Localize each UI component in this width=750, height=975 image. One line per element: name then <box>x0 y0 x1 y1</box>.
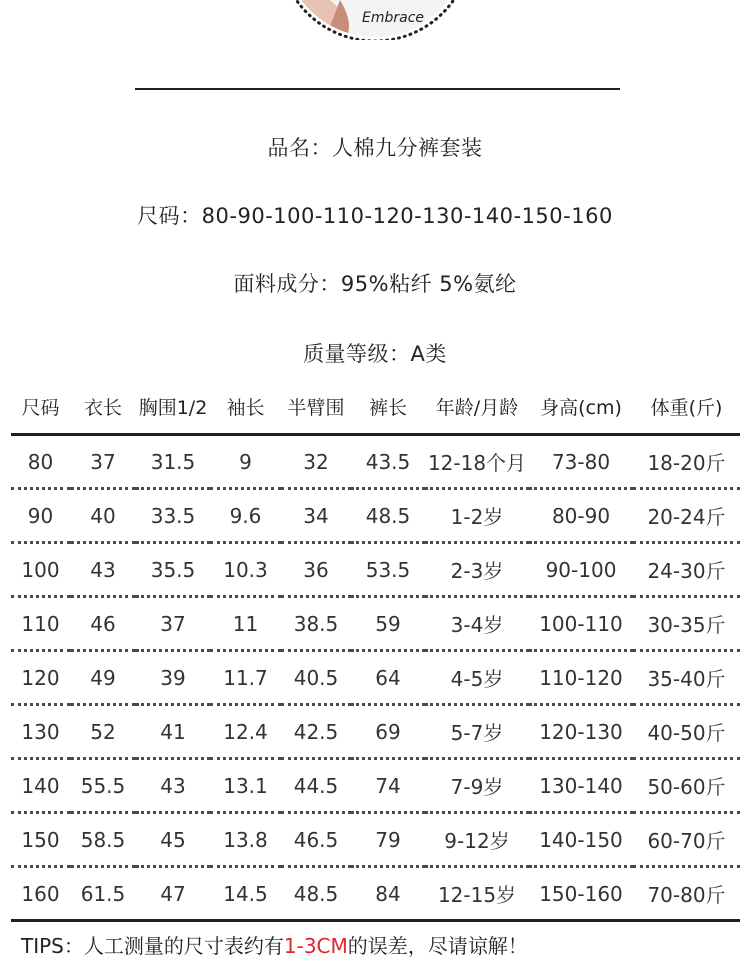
product-name: 品名：人棉九分裤套装 <box>267 136 483 160</box>
table-cell: 3-4岁 <box>425 597 529 651</box>
table-cell: 18-20斤 <box>633 435 740 489</box>
tips-note <box>21 930 528 959</box>
table-cell: 69 <box>351 705 425 759</box>
table-row <box>11 489 740 543</box>
table-cell: 74 <box>351 759 425 813</box>
table-cell: 55.5 <box>70 759 136 813</box>
table-cell: 90 <box>11 489 70 543</box>
table-cell: 34 <box>281 489 351 543</box>
table-cell: 61.5 <box>70 867 136 921</box>
table-cell: 50-60斤 <box>633 759 740 813</box>
table-cell: 160 <box>11 867 70 921</box>
table-cell: 7-9岁 <box>425 759 529 813</box>
table-row <box>11 651 740 705</box>
table-cell: 60-70斤 <box>633 813 740 867</box>
col-header-height: 身高(cm) <box>529 380 633 435</box>
table-cell: 90-100 <box>529 543 633 597</box>
table-cell: 5-7岁 <box>425 705 529 759</box>
table-cell: 110 <box>11 597 70 651</box>
table-cell: 36 <box>281 543 351 597</box>
table-row <box>11 813 740 867</box>
table-cell: 20-24斤 <box>633 489 740 543</box>
table-cell: 13.8 <box>210 813 281 867</box>
table-cell: 12.4 <box>210 705 281 759</box>
table-cell: 43 <box>136 759 210 813</box>
col-header-length: 衣长 <box>70 380 136 435</box>
tips-prefix: TIPS：人工测量的尺寸表约有 <box>21 934 284 958</box>
table-cell: 80 <box>11 435 70 489</box>
table-cell: 11.7 <box>210 651 281 705</box>
col-header-chest: 胸围1/2 <box>136 380 210 435</box>
table-row <box>11 597 740 651</box>
badge-text: Embrace <box>362 10 425 26</box>
table-cell: 9.6 <box>210 489 281 543</box>
table-cell: 80-90 <box>529 489 633 543</box>
table-header-row <box>11 380 740 435</box>
table-row <box>11 705 740 759</box>
col-header-age: 年龄/月龄 <box>425 380 529 435</box>
size-table <box>11 380 740 922</box>
product-fabric: 面料成分：95%粘纤 5%氨纶 <box>233 272 517 296</box>
table-cell: 49 <box>70 651 136 705</box>
table-row <box>11 759 740 813</box>
table-cell: 11 <box>210 597 281 651</box>
table-cell: 12-15岁 <box>425 867 529 921</box>
table-cell: 73-80 <box>529 435 633 489</box>
col-header-arm: 半臂围 <box>281 380 351 435</box>
table-cell: 4-5岁 <box>425 651 529 705</box>
product-sizes: 尺码：80-90-100-110-120-130-140-150-160 <box>137 204 613 228</box>
brand-badge <box>245 0 505 40</box>
table-cell: 38.5 <box>281 597 351 651</box>
table-cell: 120-130 <box>529 705 633 759</box>
table-cell: 43 <box>70 543 136 597</box>
table-cell: 150-160 <box>529 867 633 921</box>
table-cell: 30-35斤 <box>633 597 740 651</box>
table-cell: 130-140 <box>529 759 633 813</box>
table-cell: 40-50斤 <box>633 705 740 759</box>
table-cell: 14.5 <box>210 867 281 921</box>
tips-highlight: 1-3CM <box>283 934 348 958</box>
table-cell: 40.5 <box>281 651 351 705</box>
table-cell: 120 <box>11 651 70 705</box>
table-cell: 79 <box>351 813 425 867</box>
table-cell: 110-120 <box>529 651 633 705</box>
table-cell: 53.5 <box>351 543 425 597</box>
table-cell: 41 <box>136 705 210 759</box>
table-cell: 46 <box>70 597 136 651</box>
table-cell: 43.5 <box>351 435 425 489</box>
table-cell: 140-150 <box>529 813 633 867</box>
table-cell: 59 <box>351 597 425 651</box>
table-cell: 32 <box>281 435 351 489</box>
col-header-pants: 裤长 <box>351 380 425 435</box>
table-cell: 100 <box>11 543 70 597</box>
col-header-weight: 体重(斤) <box>633 380 740 435</box>
table-row <box>11 435 740 489</box>
table-cell: 52 <box>70 705 136 759</box>
table-cell: 9-12岁 <box>425 813 529 867</box>
table-cell: 48.5 <box>351 489 425 543</box>
product-grade: 质量等级：A类 <box>303 342 447 366</box>
tips-suffix: 的误差，尽请谅解！ <box>347 934 528 958</box>
table-cell: 70-80斤 <box>633 867 740 921</box>
table-cell: 9 <box>210 435 281 489</box>
table-cell: 46.5 <box>281 813 351 867</box>
table-cell: 10.3 <box>210 543 281 597</box>
table-cell: 24-30斤 <box>633 543 740 597</box>
table-cell: 31.5 <box>136 435 210 489</box>
table-cell: 48.5 <box>281 867 351 921</box>
table-cell: 140 <box>11 759 70 813</box>
table-cell: 100-110 <box>529 597 633 651</box>
table-cell: 37 <box>136 597 210 651</box>
table-cell: 47 <box>136 867 210 921</box>
table-cell: 1-2岁 <box>425 489 529 543</box>
table-cell: 42.5 <box>281 705 351 759</box>
table-cell: 37 <box>70 435 136 489</box>
table-cell: 58.5 <box>70 813 136 867</box>
divider <box>135 88 620 90</box>
table-cell: 12-18个月 <box>425 435 529 489</box>
table-cell: 64 <box>351 651 425 705</box>
table-cell: 35-40斤 <box>633 651 740 705</box>
table-cell: 150 <box>11 813 70 867</box>
table-cell: 33.5 <box>136 489 210 543</box>
table-cell: 44.5 <box>281 759 351 813</box>
table-cell: 84 <box>351 867 425 921</box>
table-cell: 13.1 <box>210 759 281 813</box>
table-cell: 2-3岁 <box>425 543 529 597</box>
table-cell: 130 <box>11 705 70 759</box>
table-row <box>11 543 740 597</box>
col-header-sleeve: 袖长 <box>210 380 281 435</box>
table-cell: 35.5 <box>136 543 210 597</box>
table-cell: 39 <box>136 651 210 705</box>
col-header-size: 尺码 <box>11 380 70 435</box>
table-cell: 45 <box>136 813 210 867</box>
table-row <box>11 867 740 921</box>
table-cell: 40 <box>70 489 136 543</box>
